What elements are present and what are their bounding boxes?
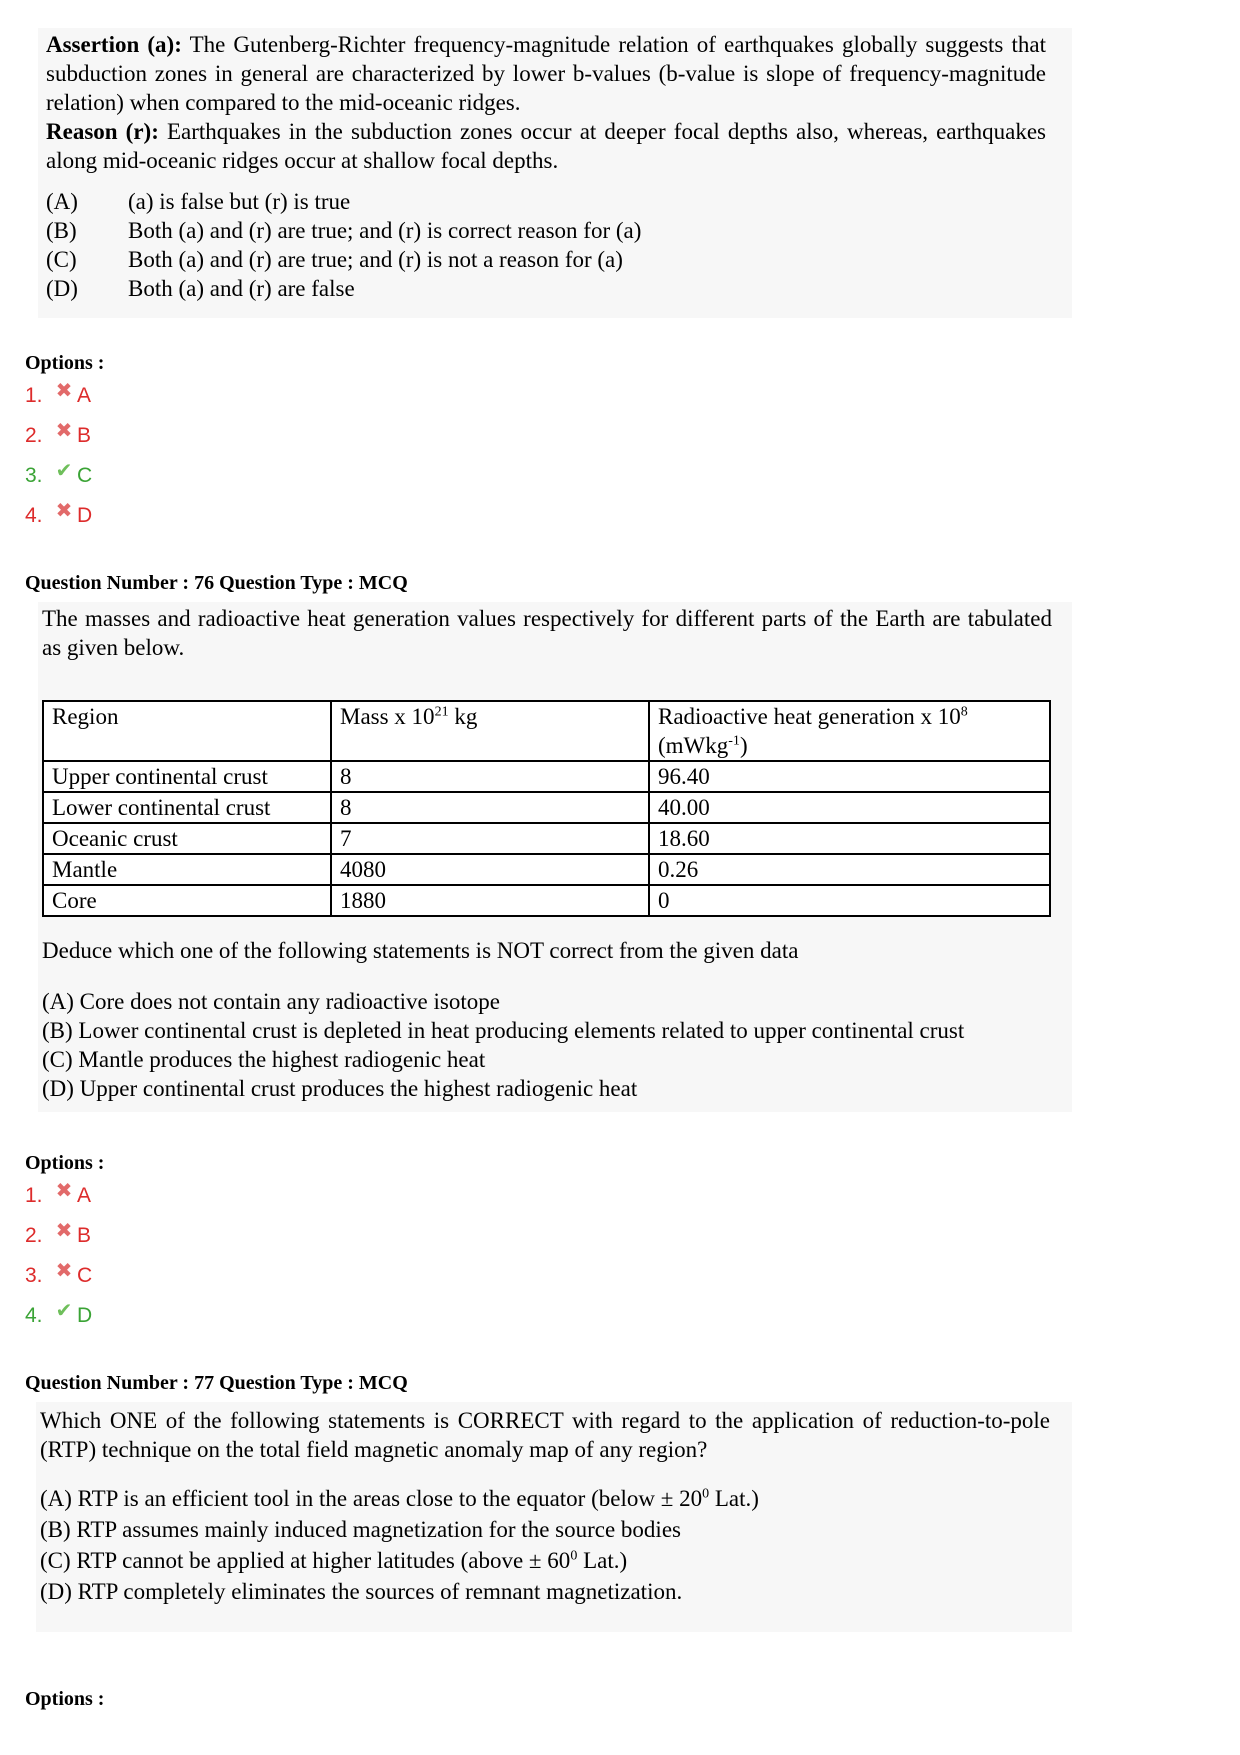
table-row [43,854,1050,885]
header-heat-unit-exp: -1 [728,733,740,749]
header-heat-unit: (mWkg [658,733,729,758]
option-number: 1. [25,384,43,407]
option-label: B [77,424,92,447]
choice-a-end: Lat.) [709,1486,759,1511]
table-row [43,792,1050,823]
cell-heat: 0 [649,885,1050,916]
choice-row [46,274,1046,303]
q77-intro: Which ONE of the following statements is CORRECT with regard to the application of reduction-to-pole (RTP) technique on the total field magnetic anomaly map of any region? [40,1408,1050,1462]
cell-heat: 18.60 [649,823,1050,854]
choice-d: (D) RTP completely eliminates the sources of remnant magnetization. [40,1579,683,1604]
header-heat-unit-close: ) [739,733,748,758]
choice-letter: (D) [46,276,78,301]
choice-letter: (B) [46,218,77,243]
table-row [43,885,1050,916]
option-number: 3. [25,1264,43,1287]
choice-c [40,1546,1050,1575]
q77-options-label: Options : [25,1688,105,1710]
cell-mass: 7 [331,823,649,854]
heat-generation-table [42,700,1051,917]
choice-c-end: Lat.) [577,1548,628,1573]
choice-c-text: (C) RTP cannot be applied at higher latitudes (above ± 60 [40,1548,571,1573]
option-3[interactable] [25,456,92,496]
q76-choices [42,987,1062,1103]
cell-region: Lower continental crust [43,792,331,823]
q77-choices [40,1484,1050,1606]
q75-options [25,376,92,536]
option-1[interactable] [25,1176,92,1216]
option-2[interactable] [25,416,92,456]
q76-prompt: Deduce which one of the following statements is NOT correct from the given data [42,938,799,963]
cell-heat: 40.00 [649,792,1050,823]
option-1[interactable] [25,376,92,416]
choice-d: (D) Upper continental crust produces the highest radiogenic heat [42,1076,638,1101]
degree-sup: 0 [570,1548,578,1564]
choice-row [46,245,1046,274]
cross-icon: ✖ [55,1259,73,1282]
choice-text: (a) is false but (r) is true [128,189,351,214]
option-number: 4. [25,1304,43,1327]
choice-row [46,187,1046,216]
cell-heat: 0.26 [649,854,1050,885]
q75-assertion [46,30,1046,117]
option-2[interactable] [25,1216,92,1256]
q75-options-label: Options : [25,352,105,374]
cross-icon: ✖ [55,1219,73,1242]
table-row [43,761,1050,792]
option-label: C [77,464,93,487]
check-icon: ✔ [55,459,73,482]
cross-icon: ✖ [55,419,73,442]
cell-mass: 4080 [331,854,649,885]
option-number: 2. [25,1224,43,1247]
header-heat-exp: 8 [960,704,968,720]
option-number: 3. [25,464,43,487]
q75-question-panel [38,28,1072,318]
header-heat-text: Radioactive heat generation x 10 [658,704,961,729]
choice-text: Both (a) and (r) are false [128,276,355,301]
assertion-label: Assertion (a): [46,32,182,57]
header-mass-unit: kg [448,704,478,729]
choice-a [40,1484,1050,1513]
option-label: A [77,384,92,407]
cell-mass: 8 [331,761,649,792]
q76-options [25,1176,92,1336]
q75-reason [46,117,1046,175]
choice-a: (A) Core does not contain any radioactive isotope [42,989,500,1014]
option-label: D [77,1304,93,1327]
choice-letter: (A) [46,189,78,214]
choice-b: (B) RTP assumes mainly induced magnetization for the source bodies [40,1517,681,1542]
option-4[interactable] [25,496,92,536]
check-icon: ✔ [55,1299,73,1322]
header-mass [331,701,649,761]
header-heat [649,701,1050,761]
cross-icon: ✖ [55,499,73,522]
choice-a-text: (A) RTP is an efficient tool in the areas close to the equator (below ± 20 [40,1486,703,1511]
header-mass-exp: 21 [434,704,449,720]
cell-region: Core [43,885,331,916]
header-mass-text: Mass x 10 [340,704,435,729]
choice-text: Both (a) and (r) are true; and (r) is correct reason for (a) [128,218,642,243]
option-3[interactable] [25,1256,92,1296]
choice-b: (B) Lower continental crust is depleted in heat producing elements related to upper continental crust [42,1018,965,1043]
cell-region: Upper continental crust [43,761,331,792]
reason-label: Reason (r): [46,119,159,144]
reason-text: Earthquakes in the subduction zones occur at deeper focal depths also, whereas, earthquakes along mid-oceanic ridges occur at shallow focal depths. [46,119,1046,173]
option-label: B [77,1224,92,1247]
q76-options-label: Options : [25,1152,105,1174]
option-number: 2. [25,424,43,447]
cell-mass: 1880 [331,885,649,916]
option-number: 1. [25,1184,43,1207]
cell-region: Mantle [43,854,331,885]
cross-icon: ✖ [55,379,73,402]
q76-intro: The masses and radioactive heat generation values respectively for different parts of the Earth are tabulated as given below. [42,606,1052,660]
q76-header: Question Number : 76 Question Type : MCQ [25,572,408,594]
degree-sup: 0 [702,1486,710,1502]
choice-letter: (C) [46,247,77,272]
choice-row [46,216,1046,245]
choice-text: Both (a) and (r) are true; and (r) is not a reason for (a) [128,247,623,272]
option-label: D [77,504,93,527]
option-label: A [77,1184,92,1207]
q77-header: Question Number : 77 Question Type : MCQ [25,1372,408,1394]
option-4[interactable] [25,1296,92,1336]
assertion-text: The Gutenberg-Richter frequency-magnitude relation of earthquakes globally suggests that subduction zones in general are characterized by lower b-values (b-value is slope of frequency-magnitude relation) when compared to the mid-oceanic ridges. [46,32,1046,115]
option-number: 4. [25,504,43,527]
cell-region: Oceanic crust [43,823,331,854]
q75-choices [46,187,1046,303]
q76-prompt-block [42,936,1062,1103]
header-region: Region [43,701,331,761]
table-header-row [43,701,1050,761]
q77-question-panel [36,1402,1072,1632]
choice-c: (C) Mantle produces the highest radiogenic heat [42,1047,486,1072]
option-label: C [77,1264,93,1287]
cross-icon: ✖ [55,1179,73,1202]
cell-heat: 96.40 [649,761,1050,792]
cell-mass: 8 [331,792,649,823]
table-row [43,823,1050,854]
